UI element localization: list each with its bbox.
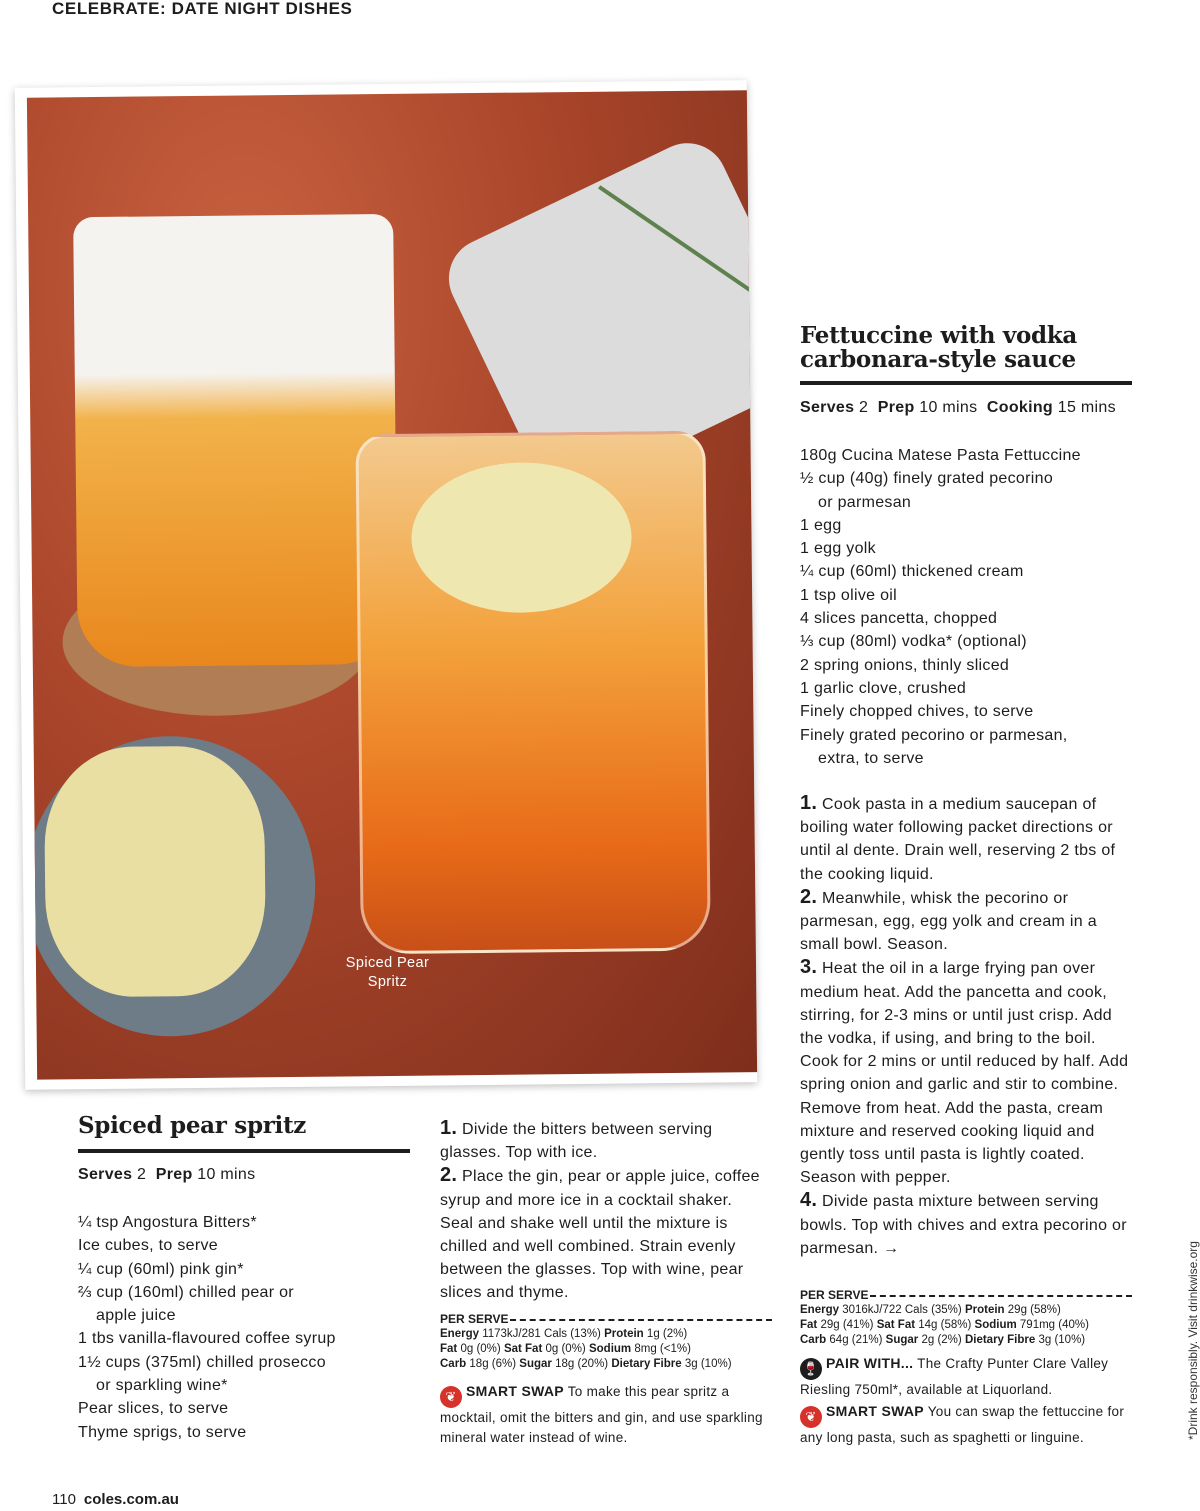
method-step <box>800 956 1132 1189</box>
method-step <box>800 1189 1132 1260</box>
nutrition-row <box>800 1333 1132 1348</box>
step-number: 2. <box>800 885 818 908</box>
pear-slices <box>44 745 267 997</box>
label: Prep <box>877 399 915 416</box>
nutrient-label: Fat <box>440 1343 458 1355</box>
step-text: Place the gin, pear or apple juice, coffee syrup and more ice in a cocktail shaker. Seal and shake well until the mixture is chilled and well combined. Strain evenly between the glasses. Top with wine, pear slices and thyme. <box>440 1168 760 1302</box>
ingredient-item: 1 tsp olive oil <box>800 586 897 604</box>
fettuccine-smart-swap <box>800 1402 1140 1448</box>
per-serve-heading <box>440 1312 772 1327</box>
nutrient-label: Dietary Fibre <box>964 1334 1036 1346</box>
spritz-title: Spiced pear spritz <box>78 1112 307 1139</box>
method-step <box>440 1164 765 1304</box>
spritz-ingredients <box>78 1211 408 1444</box>
value: 15 mins <box>1057 399 1116 416</box>
nutrition-row <box>800 1303 1132 1318</box>
step-number: 4. <box>800 1189 818 1212</box>
ingredient-item: 4 slices pancetta, chopped <box>800 610 998 628</box>
ingredient-item: ⅓ cup (80ml) vodka* (optional) <box>800 633 1027 651</box>
nutrient-value: 18g (20%) <box>555 1358 609 1370</box>
per-serve-heading <box>800 1288 1132 1303</box>
fettuccine-nutrition <box>800 1288 1132 1348</box>
leaf-swap-icon: ❦ <box>800 1406 822 1428</box>
nutrient-value: 3g (10%) <box>1038 1334 1086 1346</box>
step-number: 3. <box>800 956 818 979</box>
ingredient-item: ⅔ cup (160ml) chilled pear or <box>78 1283 294 1301</box>
title-rule <box>78 1149 410 1153</box>
nutrient-value: 0g (0%) <box>545 1343 586 1355</box>
nutrient-label: Fat <box>800 1319 818 1331</box>
nutrient-label: Carb <box>440 1358 467 1370</box>
nutrient-label: Sodium <box>588 1343 632 1355</box>
ingredient-item: Pear slices, to serve <box>78 1400 229 1418</box>
method-step <box>800 886 1132 957</box>
nutrient-label: Energy <box>800 1304 839 1316</box>
ingredient-item: Finely chopped chives, to serve <box>800 703 1034 721</box>
nutrition-row <box>440 1342 772 1357</box>
nutrient-value: 14g (58%) <box>918 1319 972 1331</box>
nutrient-value: 1173kJ/281 Cals (13%) <box>482 1328 601 1340</box>
nutrient-label: Sodium <box>974 1319 1017 1331</box>
nutrient-value: 3g (10%) <box>684 1358 732 1370</box>
ingredient-item: ¼ tsp Angostura Bitters* <box>78 1214 257 1231</box>
step-text: Heat the oil in a large frying pan over medium heat. Add the pancetta and cook, stirring, for 2-3 mins or until just crisp. Add the vodka, if using, and bring to the boil. Cook for 2 mins or until reduced by half. Add spring onion and garlic and stir to combine. Remove from heat. Add the pasta, cream mixture and reserved cooking liquid and gently toss until pasta is lightly coated. Season with pepper. <box>800 960 1129 1187</box>
nutrient-label: Carb <box>800 1334 827 1346</box>
nutrient-value: 791mg (40%) <box>1019 1319 1089 1331</box>
label: Prep <box>155 1166 193 1183</box>
heading-text: PER SERVE <box>440 1312 509 1326</box>
step-text: Cook pasta in a medium saucepan of boiling water following packet directions or until al dente. Drain well, reserving 2 tbs of the cooking liquid. <box>800 796 1116 883</box>
label: Cooking <box>986 399 1053 416</box>
step-text: Divide the bitters between serving glasses. Top with ice. <box>440 1121 713 1162</box>
caption-line: Spiced Pear <box>345 955 430 971</box>
ingredient-item: 1 tbs vanilla-flavoured coffee syrup <box>78 1330 336 1348</box>
step-number: 1. <box>440 1117 458 1139</box>
nutrient-label: Protein <box>964 1304 1005 1316</box>
swap-label: SMART SWAP <box>466 1383 564 1399</box>
value: 10 mins <box>197 1166 256 1183</box>
nutrient-value: 2g (2%) <box>921 1334 962 1346</box>
method-step <box>800 792 1132 886</box>
site-link[interactable]: coles.com.au <box>83 1491 179 1508</box>
nutrient-label: Sugar <box>519 1358 552 1370</box>
ingredient-item: 180g Cucina Matese Pasta Fettuccine <box>800 447 1081 464</box>
nutrient-label: Energy <box>440 1328 479 1340</box>
ingredient-item: Ice cubes, to serve <box>78 1237 218 1255</box>
leaf-swap-icon: ❦ <box>440 1386 462 1408</box>
ingredient-item: Thyme sprigs, to serve <box>78 1423 247 1441</box>
pair-with <box>800 1354 1135 1400</box>
fettuccine-method <box>800 792 1132 1260</box>
page-number: 110 <box>52 1491 76 1508</box>
nutrition-row <box>440 1357 772 1372</box>
nutrient-value: 29g (41%) <box>820 1319 874 1331</box>
ingredient-item: or parmesan <box>818 493 912 511</box>
ingredient-item: Finely grated pecorino or parmesan, <box>800 726 1068 744</box>
fettuccine-ingredients <box>800 444 1140 770</box>
pair-text: The Crafty Punter Clare Valley Riesling 750ml*, available at Liquorland. <box>800 1356 1109 1397</box>
label: Serves <box>800 399 855 416</box>
value: 2 <box>859 399 869 416</box>
spritz-method <box>440 1117 765 1305</box>
fettuccine-title <box>800 324 1140 372</box>
nutrient-value: 64g (21%) <box>829 1334 883 1346</box>
swap-label: SMART SWAP <box>826 1403 924 1419</box>
fettuccine-meta <box>800 399 1116 417</box>
nutrient-value: 1g (2%) <box>646 1328 688 1340</box>
step-text: Divide pasta mixture between serving bowls. Top with chives and extra pecorino or parmesan. → <box>800 1193 1127 1257</box>
ingredient-item: 1 egg <box>800 516 842 534</box>
ingredient-item: extra, to serve <box>818 749 924 767</box>
method-step <box>440 1117 765 1164</box>
value: 2 <box>137 1166 147 1183</box>
nutrient-label: Dietary Fibre <box>611 1358 682 1370</box>
step-number: 1. <box>800 792 818 814</box>
spritz-smart-swap <box>440 1382 775 1447</box>
ingredient-item: 1 garlic clove, crushed <box>800 679 967 697</box>
value: 10 mins <box>919 399 978 416</box>
caption-line: Spritz <box>367 974 408 990</box>
nutrient-label: Protein <box>604 1328 644 1340</box>
nutrient-label: Sat Fat <box>503 1343 543 1355</box>
nutrient-value: 29g (58%) <box>1007 1304 1061 1316</box>
ingredient-item: or sparkling wine* <box>96 1377 228 1395</box>
dashed-rule <box>870 1295 1132 1297</box>
ingredient-item: 1½ cups (375ml) chilled prosecco <box>78 1353 326 1371</box>
title-line: carbonara-style sauce <box>800 346 1076 373</box>
cocktail-photo <box>27 90 757 1079</box>
ingredient-item: apple juice <box>96 1307 176 1325</box>
nutrient-value: 0g (0%) <box>460 1343 501 1355</box>
glass-back <box>73 214 398 667</box>
ingredient-item: 1 egg yolk <box>800 540 876 558</box>
pair-label: PAIR WITH... <box>826 1355 914 1371</box>
photo-frame <box>15 80 757 1090</box>
wine-glass-icon: 🍷 <box>800 1358 822 1380</box>
ingredient-item: ¼ cup (60ml) pink gin* <box>78 1260 244 1278</box>
spritz-nutrition <box>440 1312 772 1372</box>
page-footer <box>52 1491 179 1508</box>
nutrient-value: 18g (6%) <box>469 1358 517 1370</box>
nutrient-value: 3016kJ/722 Cals (35%) <box>842 1304 962 1316</box>
spritz-meta <box>78 1166 255 1184</box>
swap-text: To make this pear spritz a mocktail, omit the bitters and gin, and use sparkling mineral water instead of wine. <box>440 1384 763 1445</box>
step-number: 2. <box>440 1164 458 1187</box>
ingredient-item: ½ cup (40g) finely grated pecorino <box>800 470 1054 488</box>
nutrient-label: Sat Fat <box>876 1319 916 1331</box>
nutrition-row <box>800 1318 1132 1333</box>
step-text: Meanwhile, whisk the pecorino or parmesan, egg, egg yolk and cream in a small bowl. Season. <box>800 889 1097 954</box>
ingredient-item: ¼ cup (60ml) thickened cream <box>800 563 1024 581</box>
drinkwise-note: *Drink responsibly. Visit drinkwise.org <box>1186 1241 1200 1440</box>
nutrition-row <box>440 1327 772 1342</box>
title-rule <box>800 381 1132 385</box>
dashed-rule <box>510 1319 772 1321</box>
label: Serves <box>78 1166 133 1183</box>
section-header: CELEBRATE: DATE NIGHT DISHES <box>52 0 353 18</box>
title-line: Fettuccine with vodka <box>800 322 1078 349</box>
photo-caption <box>330 954 445 992</box>
ingredient-item: 2 spring onions, thinly sliced <box>800 656 1010 674</box>
nutrient-value: 8mg (<1%) <box>634 1343 691 1355</box>
swap-text: You can swap the fettuccine for any long pasta, such as spaghetti or linguine. <box>800 1404 1125 1445</box>
heading-text: PER SERVE <box>800 1288 869 1302</box>
nutrient-label: Sugar <box>885 1334 919 1346</box>
